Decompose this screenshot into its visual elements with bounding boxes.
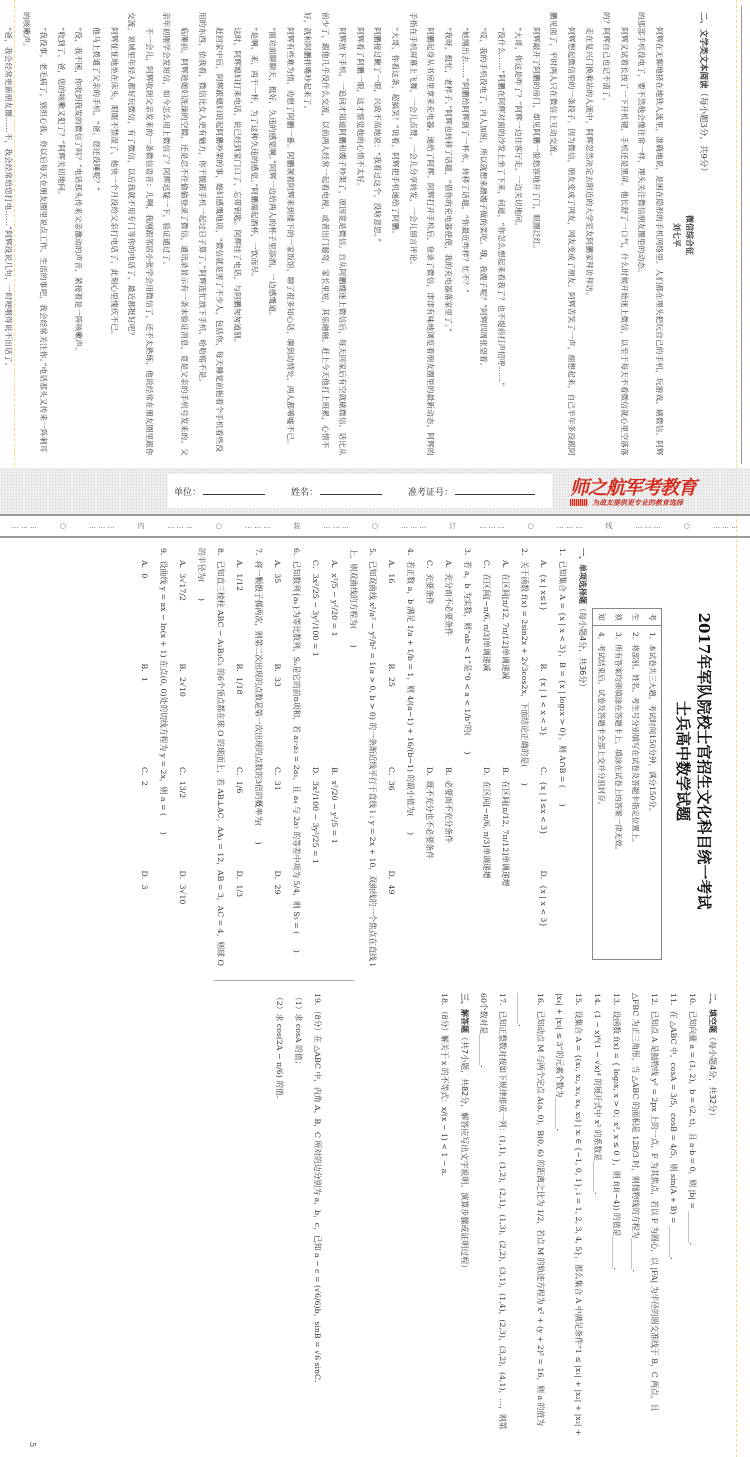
binding-dots: … … … [167, 522, 193, 530]
section-title: 文学类文本阅读 [698, 29, 708, 89]
binding-dots: … … … [479, 522, 505, 530]
answer-option[interactable]: A．3√17/2 [178, 560, 187, 601]
notice-box [592, 608, 662, 960]
answer-option[interactable]: C．31 [273, 767, 282, 791]
option-list [268, 548, 287, 974]
section-number: 二、 [698, 12, 708, 30]
binding-dots: … … … [712, 522, 739, 530]
section-heading [702, 993, 722, 1437]
answer-option[interactable]: B．33 [273, 663, 282, 687]
exam-header-banner [0, 468, 750, 516]
choice-question [534, 548, 572, 974]
name-label: 姓名： [291, 487, 319, 498]
option-list [477, 548, 515, 974]
story-paragraph: 临睡前，阿辉趁媳妇洗澡的空隙，还是忍不住偷偷登录了微信，通讯录显示有一条未验证消息，竟是父亲的手机号发来的。父亲年初刚学会发短信，如今怎么用上微信了？阿辉迟疑一下，验证通过了。 [162, 12, 189, 456]
binding-char: 装 [293, 522, 301, 530]
choice-question [477, 548, 534, 974]
choice-question [135, 548, 173, 974]
notice-item: 1．本试卷共三大题，考试时间150分钟，满分150分。 [648, 632, 657, 816]
candidate-info [168, 474, 552, 508]
fill-blank-question: 17．已知正整数对按如下规律排成一列：(1,1)，(1,2)，(2,1)，(1,3)，(2,2)，(3,1)，(1,4)，(2,3)，(3,2)，(4,1)，…，则第60个数对是________． [479, 993, 507, 1430]
page-number: 5 [28, 1441, 38, 1448]
answer-option[interactable]: B．必要而不充分条件 [444, 767, 453, 843]
answer-option[interactable]: C．13/2 [178, 767, 187, 799]
story-paragraph: “没，我不困，你收到我发的微信了吗？”电话那头传来父亲激动的声音，紧接着是一阵咳嗽声。 [74, 27, 84, 355]
section-title: 填空题 [708, 1009, 717, 1033]
answer-option[interactable]: D．3√10 [178, 870, 187, 905]
notice-item: 3．所有答案均须填涂在答题卡上，填涂在试卷上的答案一律无效。 [614, 632, 623, 855]
story-paragraph: “大哥，你这是咋了？”阿辉一边往客厅走，一边关切地问。 [514, 27, 524, 231]
binding-dots: … … … [323, 522, 349, 530]
name-blank[interactable] [320, 485, 382, 495]
answer-option[interactable]: C．2 [140, 767, 149, 786]
binding-hole-icon: ○ [215, 522, 222, 530]
notice-item: 2．将部别、姓名、考生号分别填写在试卷及答题卡指定位置上。 [631, 632, 640, 847]
answer-option[interactable]: B．1/18 [235, 663, 244, 695]
binding-dots: … … … [400, 522, 427, 530]
binding-dots: … … … [11, 522, 37, 530]
notice-side-char: 生 [631, 613, 640, 621]
choice-question-list [135, 548, 572, 974]
answer-option[interactable]: B．1 [140, 663, 149, 682]
binding-dots: … … … [556, 522, 583, 530]
option-list [420, 548, 458, 974]
choice-question [420, 548, 477, 974]
exam-column-right [20, 987, 740, 1437]
exam-subtitle: 士兵高中数学试题 [674, 700, 692, 821]
answer-option[interactable]: B．25 [387, 663, 396, 687]
binding-char: 线 [605, 522, 613, 530]
binding-dots: … … … [635, 522, 661, 530]
option-list [135, 548, 154, 974]
question-stem: 1．已知集合 A = {x | x < 3}，B = {x | log₂x > 0}，则 A∩B = ( ) [558, 548, 567, 807]
exam-id-blank[interactable] [455, 485, 535, 495]
fill-blank-question: 11．在 △ABC 中，cosA = 3/5，cosB = 4/5，则 sin(A + B) = ________． [669, 993, 678, 1265]
story-paragraph: 他马上拨通了父亲的手机，“爸，您还没睡呢？” [92, 27, 101, 192]
story-paragraph: 阿辉有些难为情，劝慰了阿鹏一番。阿鹏领着阿辉来到楼下的一家饭馆，聊了很多知心话，聊到动情处，两人都唏嘘不已。 [285, 27, 295, 449]
story-paragraph: 赶回家中后，阿辉跟媳妇说起阿鹏吵架的事，媳妇感慨地说，“微信就是害了不少人，包括你，每天睡觉前抱着个手机看些没用的东西，依我看，微信比女人更有魅力，你干脆跟手机一起过日子算了。”阿辉连忙放下手机，哈哈赔不是。 [197, 12, 225, 453]
answer-option[interactable]: C．36 [387, 767, 396, 791]
answer-option[interactable]: D．在区间[−π/6, π/3]单调递增 [482, 767, 491, 879]
binding-char: 内 [137, 522, 145, 530]
question-19: 19．（8分）在 △ABC 中，内角 A，B，C 所对的边分别为 a，b，c，已知 a − c = (√6/6)b，sinB = √6 sinC． [313, 993, 322, 1388]
name-field[interactable] [291, 485, 382, 498]
section-heading [572, 548, 592, 974]
column-divider [214, 980, 354, 981]
choice-question [306, 548, 382, 974]
section-heading [694, 6, 742, 464]
unit-label: 单位： [174, 487, 202, 498]
story-paragraph: “她刚出去……”阿鹏给阿辉倒了一杯水，转移了话题，“你最近咋样？忙不？” [461, 27, 471, 293]
unit-blank[interactable] [203, 485, 265, 495]
story-author: 刘七平 [672, 223, 682, 247]
answer-option[interactable]: D．3 [140, 870, 149, 890]
story-paragraph: 这时，阿辉媳妇打来电话，说已经到家门口了，忘带钥匙。阿辉挂了电话，与阿鹏匆匆道别。 [232, 27, 242, 347]
answer-option[interactable]: C．充要条件 [425, 560, 434, 605]
section-number: 二、 [708, 993, 717, 1009]
binding-hole-icon: ○ [683, 522, 690, 530]
binding-hole-icon: ○ [371, 522, 378, 530]
story-paragraph: “我没事，老毛病了，别担心我。你以后每天在朋友圈里说点工作、生活的事吧，我会经常关注你。”电话那头又传来一阵刺耳的咳嗽声。 [21, 12, 49, 453]
story-paragraph: “是啊，来，再干一杯，为了这种久违的感觉。”阿鹏端起酒杯，一饮而尽。 [250, 27, 260, 281]
answer-option[interactable]: D．{x | x < 3} [539, 870, 548, 928]
option-list [230, 548, 249, 974]
option-list [173, 548, 192, 974]
answer-option[interactable]: A．在区间[π/12, 7π/12]单调递减 [501, 560, 510, 680]
answer-option[interactable]: D．3x²/100 − 3y²/25 = 1 [311, 767, 320, 865]
exam-page [20, 542, 740, 1442]
section-note: （每小题4分，共32分） [708, 1033, 717, 1121]
fill-blank-question: 13．设函数 f(x) = { log₂x, x > 0；x², x ≤ 0 }，则 f(f(−4)) 的值是________． [612, 993, 621, 1276]
choice-question [230, 548, 268, 974]
question-stem: 2．关于函数 f(x) = 2sin2x + 2√3cos2x，下面结论正确的是( ) [520, 548, 529, 786]
story-paragraph: 阿辉放下手机，一追问才知道阿鹏和嫂子吵架了，原因竟是微信。自从阿鹏嫂迷上微信后，每天回家后有空就刷微信，话比从前少了，跟他几乎没什么交流，以前两人经常一起看电视，或者出门遛弯，家长里短，其乐融融。赶上今天他打上班累，心情不好，就和阿鹏拌嘴吵起来了。 [303, 12, 348, 456]
story-paragraph: 阿辉敲开了阿鹏的房门，却见阿鹏一脸愁容地开了门，眼圈泛红。 [531, 27, 541, 254]
choice-question [382, 548, 420, 974]
fill-blank-question: 16．已知动点 M 与两个定点 A(a, 0)，B(0, 6) 的距离之比为 1/2，若点 M 的轨迹方程为 x² + (y + 2)² = 16，则 a 的值为________． [517, 993, 545, 1427]
answer-option[interactable]: C．{x | 1≤x < 3} [539, 767, 548, 836]
notice-item: 4．考试结束后，试卷及答题卡全部上交并分别封存。 [597, 632, 606, 810]
fill-blank-question: 10．已知向量 a = (1, 2)，b = (2, t)，且 a·b = 0，则 |b| = ________． [688, 993, 697, 1251]
notice-side-char: 考 [648, 613, 657, 621]
binding-dots: … … … [89, 522, 115, 530]
binding-char: 订 [449, 522, 457, 530]
answer-option[interactable]: A．35 [273, 560, 282, 584]
choice-question [173, 548, 230, 974]
answer-option[interactable]: A．16 [387, 560, 396, 584]
answer-option[interactable]: B．{x | 1 < x < 3} [539, 663, 548, 737]
question-stem: 8．已知直三棱柱 ABC − A₁B₁C₁ 的6个顶点都在球 O 的球面上，若 AB⊥AC，AA₁ = 12，AB = 3，AC = 4，则球 O 的半径为( ) [197, 548, 225, 966]
fill-blank-question: 14．(1 − x)⁶(1 − √x)⁴ 的展开式中 x² 的系数是________． [593, 993, 602, 1200]
question-stem: 7．将一颗骰子掷两次，则第二次出现的点数是第一次出现的点数的3倍的概率为( ) [254, 548, 263, 845]
question-19-part-2: （2）求 cos(2A − π/6) 的值． [275, 993, 284, 1104]
brand-logo [570, 473, 735, 508]
exam-column-left [20, 542, 740, 974]
story-paragraph: 阿辉怔怔地坐在床头，眼眶不禁湿了，他快一个月没给父亲打电话了，此刻心里愧疚不已。 [109, 27, 119, 339]
story-paragraph: “没什么……”阿鹏在阿辉对面的沙发上坐了下来，问道，“你怎么想起来看我了？也不提前打声招呼……” [496, 27, 506, 387]
answer-option[interactable]: D．既不充分也不必要条件 [425, 767, 434, 860]
story-paragraph: 阿辉在无聊地挤在地铁人流里，准确地说，是困在隐形的手机网络里。人们都在埋头把玩自己的手机，玩游戏、刷微信。阿辉的那部手机没电了，要不然他会像往常一样，埋头关注微信朋友圈里的动态。 [637, 12, 664, 456]
logo-name: 师之航军考教育 [570, 477, 697, 499]
fill-blank-question: 12．已知点 A 是抛物线 y² = 2px 上的一点，F 为其焦点，若以 F 为圆心，以 |FA| 为半径的圆交准线于 B，C 两点，且 △FBC 为正三角形，当 △ABC 的面积是 128/3 时，则抛物线的方程为________． [631, 993, 659, 1412]
story-paragraph: 走在复兴门换乘站的人流中，阿辉忽然决定去附近的大学室友阿鹏家拜访拜访。 [584, 27, 594, 300]
story-paragraph: “收到了，爸，您的咳嗽又犯了？”阿辉关切地问。 [56, 27, 66, 200]
story-paragraph: 阿鹏起身从书房里拿来充电器，递给了阿辉。阿辉打开手机后，登录了微信，津津有味地浏览着朋友圈里的最新动态。阿辉的手指在手机屏幕上飞舞，一会儿点赞，一会儿分享转发，一会儿留言评论。 [408, 12, 436, 456]
answer-option[interactable]: A．1/12 [235, 560, 244, 591]
story-paragraph: 阿鹏接过瞅了一眼，兴致不高地说：“我看过这个，没啥意思。” [373, 27, 383, 242]
story-paragraph: 不一会儿，阿辉收到父亲发来的一条微信语音：儿啊，我刚跟邻居小张学会用微信了，还不太熟练，他说经常在朋友圈里跟你交流，说城里年轻人都好玩微信，有了微信，以后我就不用专门等你的电话了，最近都挺好吧？ [127, 12, 154, 456]
section-note: （每小题3分，共9分） [698, 88, 708, 176]
story-paragraph: “大哥，你看这条，超搞笑！”说着，阿辉把手机递给了阿鹏。 [391, 27, 401, 238]
question-19-part-1: （1）求 cosA 的值； [294, 993, 303, 1069]
exam-id-field[interactable] [408, 485, 535, 498]
section-number: 一、 [578, 548, 587, 564]
notice-side-char: 知 [597, 613, 606, 621]
answer-space [327, 993, 435, 1437]
answer-option[interactable]: A．0 [140, 560, 149, 579]
notice-side-char: 须 [614, 613, 623, 621]
story-paragraph: 阿辉看了阿鹏一眼，这才察觉他的心情不太好。 [355, 27, 365, 191]
story-paragraph: 阿辉想起微信里的一条段子，因为微信，朋友变成了网友，网友变成了朋友。阿辉苦笑了一声，细想起来，自己半年多没跟阿鹏见面了，平时两人只在微信上互动交流。 [549, 12, 577, 456]
story-paragraph: “爸，我会经常更新朋友圈……不，我会经常给您打电……”阿辉没说几句，一时哽咽得说不出话了。 [4, 27, 14, 371]
notice-items [593, 626, 661, 854]
story-paragraph: “面对面聊聊天，挺好，久违的感觉啊。”阿辉一边给两人的杯子里添酒，一边感慨道。 [267, 27, 277, 320]
divider [741, 6, 742, 464]
answer-option[interactable]: D．29 [273, 870, 282, 895]
story-paragraph: 阿辉又试着长按了一下开机键，手机还是黑屏。他长舒了一口气，什么时候开始迷上微信，以至于每天不看微信就心里空落落的？阿辉自己也记不清了。 [602, 12, 629, 456]
section-note: （每小题4分，共36分） [578, 604, 587, 692]
question-18: 18．（8分）解关于 x 的不等式：x/(x − 1) < 1 − a． [440, 993, 449, 1182]
question-stem: 3．若 a，b 为实数，则“ab < 1”是“0 < a < 1/b”的( ) [463, 548, 472, 755]
unit-field[interactable] [174, 485, 265, 498]
answer-option[interactable]: A．充分而不必要条件 [444, 560, 453, 636]
section-heading [454, 993, 474, 1437]
choice-question [268, 548, 306, 974]
binding-line [0, 516, 750, 538]
answer-option[interactable]: A．{x | x≤1} [539, 560, 548, 612]
binding-dots: … … … [244, 522, 271, 530]
answer-option[interactable]: D．49 [387, 870, 396, 895]
story-paragraph: “我呀，挺忙，老样子。”阿辉也转移了话题，“借你的充电器使使，我的充电器落家里了。” [443, 27, 453, 333]
option-list [382, 548, 401, 974]
section-number: 三、 [460, 993, 469, 1009]
question-stem: 6．已知数列{aₙ}为等比数列，Sₙ是它的前n项和，若 a₂·a₃ = 2a₁，且 a₄ 与 2a₇ 的等差中项为 5/4，则 S₅ = ( ) [292, 548, 301, 953]
answer-option[interactable]: C．在区间[−π/6, π/3]单调递减 [482, 560, 491, 672]
answer-option[interactable]: A．x²/5 − y²/20 = 1 [330, 560, 339, 637]
story-paragraph: “哎，我的手机没电了，内人加班，所以就想来蹭嫂子做的菜吃。哦，我嫂子呢？”阿辉四周张望着。 [479, 27, 489, 371]
fill-blank-question-list [474, 993, 702, 1437]
exam-id-label: 准考证号： [408, 487, 454, 498]
answer-option[interactable]: B．x²/20 − y²/5 = 1 [330, 767, 339, 844]
reading-passage-page [4, 6, 742, 464]
section-title: 解答题 [460, 1009, 469, 1033]
section-note: （共7小题，共82分，解答应写出文字说明、演算步骤或证明过程） [460, 1033, 469, 1273]
question-stem: 4．若正数 a，b 满足 1/a + 1/b = 1，则 4/(a−1) + 16/(b−1) 的最小值为( ) [406, 548, 415, 835]
exam-title: 2017年军队院校士官招生文化科目统一考试 [695, 612, 713, 910]
notice-side-label [593, 609, 661, 626]
story-body [0, 6, 668, 464]
answer-option[interactable]: D．1/3 [235, 870, 244, 898]
option-list [534, 548, 553, 974]
fill-blank-question: 15．设集合 A = {(x₁, x₂, x₃, x₄, x₅) | xᵢ ∈ {−1, 0, 1}, i = 1, 2, 3, 4, 5}，那么集合 A 中满足条件“1 ≤ |x₁| + |x₂| + |x₃| + |x₄| + |x₅| ≤ 3”的元素个数为________． [555, 993, 583, 1436]
story-title: 微信综合征 [685, 215, 694, 255]
logo-tagline: 为战友提供更专业的教育选择 [570, 498, 735, 508]
answer-option[interactable]: B．2√10 [178, 663, 187, 697]
answer-option[interactable]: C．3x²/25 − 3y²/100 = 1 [311, 560, 320, 657]
binding-hole-icon: ○ [59, 522, 67, 530]
answer-option[interactable]: C．1/6 [235, 767, 244, 794]
question-stem: 9．设曲线 y = ax − ln(x + 1) 在点(0, 0)处的切线方程为 y = 2x，则 a = ( ) [159, 548, 168, 835]
answer-option[interactable]: B．在区间[π/12, 7π/12]单调递增 [501, 767, 510, 887]
section-title: 单项选择题 [578, 564, 587, 604]
binding-hole-icon: ○ [527, 522, 534, 530]
question-stem: 5．已知双曲线 x²/a² − y²/b² = 1(a > 0, b > 0) 的一条渐近线平行于直线 l : y = 2x + 10，双曲线的一个焦点在直线 l 上，则双曲线的方程为( ) [349, 548, 377, 966]
option-list [306, 548, 344, 974]
